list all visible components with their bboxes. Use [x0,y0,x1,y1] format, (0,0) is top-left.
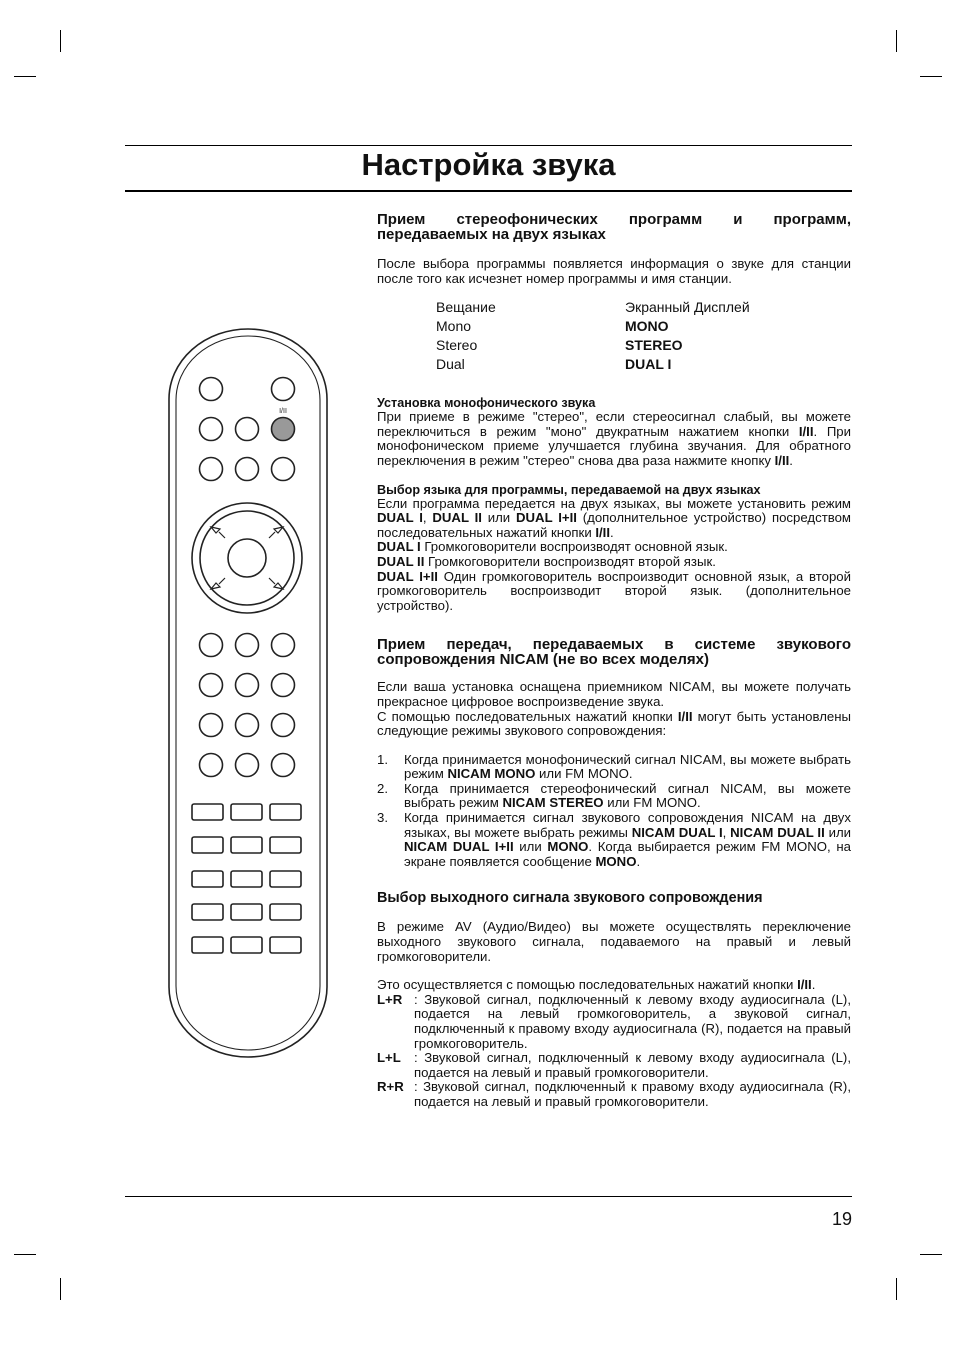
section-heading: Прием стереофонических программ и программ, передаваемых на двух языках [377,211,851,243]
remote-nav-pad-ring [200,511,294,605]
title-rule-top [125,145,852,146]
nicam-mode-list [377,753,851,870]
list-item: 1. Когда принимается монофонический сигнал NICAM, вы можете выбрать режим NICAM MONO или FM MONO. [377,751,851,782]
footer-rule [125,1196,852,1197]
remote-body-inner [176,336,320,1050]
paragraph: В режиме AV (Аудио/Видео) вы можете осуществлять переключение выходного звукового сигнала, подаваемого на правый и левый громкоговорители. [377,919,851,964]
crop-mark [920,1254,942,1255]
table-row [436,336,851,355]
crop-mark [14,1254,36,1255]
remote-button [272,714,295,737]
crop-mark [60,30,61,52]
remote-nav-arrow [211,578,225,589]
table-cell: Stereo [436,337,478,354]
remote-button [200,674,223,697]
remote-nav-pad-outer [192,503,302,613]
table-header-broadcast: Вещание [436,299,496,316]
remote-nav-arrow [211,527,225,538]
list-item: L+L : Звуковой сигнал, подключенный к левому входу аудиосигнала (L), подается на левый и правый громкоговорители. [377,1050,851,1080]
remote-button [270,837,301,853]
table-row [436,355,851,374]
paragraph: DUAL II Громкоговорители воспроизводят второй язык. [377,553,716,569]
list-item: 3. Когда принимается сигнал звукового сопровождения NICAM на двух языках, вы можете выбрать режимы NICAM DUAL I, NICAM DUAL II или NICAM DUAL I+II или MONO. Когда выбирается режим FM MONO, на экране появляется сообщение MONO. [377,810,852,869]
remote-button [192,937,223,953]
remote-button [200,418,223,441]
section-heading: Прием передач, передаваемых в системе звукового сопровождения NICAM (не во всех моделях) [377,636,851,669]
table-cell: STEREO [625,337,683,354]
remote-button [200,714,223,737]
remote-button [192,871,223,887]
crop-mark [896,30,897,52]
crop-mark [896,1278,897,1300]
page-number: 19 [831,1209,852,1229]
remote-button-i-ii [272,418,295,441]
paragraph: С помощью последовательных нажатий кнопки I/II могут быть установлены следующие режимы звукового сопровождения: [377,708,851,739]
remote-button [236,458,259,481]
main-content [377,212,851,1110]
remote-button [270,871,301,887]
paragraph: DUAL I+II Один громкоговоритель воспроизводит основной язык, а второй громкоговоритель воспроизводит второй язык. (дополнительное устройство). [377,568,852,613]
remote-button [236,418,259,441]
table-cell: Dual [436,356,465,373]
paragraph: DUAL I Громкоговорители воспроизводят основной язык. [377,539,728,555]
remote-button-label: I/II [279,408,287,415]
remote-button [236,674,259,697]
subsection-heading: Выбор языка для программы, передаваемой на двух языках [377,482,761,497]
remote-button [236,634,259,657]
subsection-heading: Установка монофонического звука [377,396,596,411]
remote-button [231,904,262,920]
remote-button [200,634,223,657]
remote-control-illustration [168,328,328,1058]
remote-button [231,804,262,820]
crop-mark [14,76,36,77]
paragraph: При приеме в режиме "стерео", если стереосигнал слабый, вы можете переключиться в режим "моно" двукратным нажатием кнопки I/II. При монофоническом приеме улучшается глубина звучания. Для обратного переключения в режим "стерео" снова два раза нажмите кнопку I/II. [377,409,851,468]
remote-button [272,674,295,697]
remote-nav-arrow [269,578,283,589]
paragraph: После выбора программы появляется информация о звуке для станции после того как исчезнет номер программы и имя станции. [377,256,851,286]
list-item: R+R : Звуковой сигнал, подключенный к правому входу аудиосигнала (R), подается на левый и правый громкоговорители. [377,1079,851,1109]
remote-button [270,804,301,820]
remote-button [231,937,262,953]
remote-button [192,904,223,920]
remote-button [200,378,223,401]
remote-button [200,754,223,777]
list-item: L+R : Звуковой сигнал, подключенный к левому входу аудиосигнала (L), подается на левый громкоговоритель, а звуковой сигнал, подключенный к правому входу аудиосигнала (R), подается на правый громкоговоритель. [377,991,851,1051]
table-header-display: Экранный Дисплей [625,299,750,316]
paragraph: Это осуществляется с помощью последовательных нажатий кнопки I/II. [377,977,816,993]
remote-button [272,458,295,481]
remote-button [236,754,259,777]
remote-button [192,804,223,820]
remote-button [231,837,262,853]
title-rule-bottom [125,190,852,192]
remote-nav-arrow [269,527,283,538]
sound-display-table [436,298,851,374]
crop-mark [920,76,942,77]
remote-ok-button [228,539,266,577]
crop-mark [60,1278,61,1300]
remote-button [272,754,295,777]
remote-button [272,378,295,401]
table-cell: DUAL I [625,356,672,373]
remote-button [231,871,262,887]
remote-button [192,837,223,853]
paragraph: Если программа передается на двух языках, вы можете установить режим DUAL I, DUAL II или DUAL I+II (дополнительное устройство) посредством последовательных нажатий кнопки I/II. [377,495,851,540]
remote-button [200,458,223,481]
remote-button [236,714,259,737]
table-cell: Mono [436,318,472,335]
remote-button [270,904,301,920]
page-title: Настройка звука [361,147,616,182]
list-item: 2. Когда принимается стереофонический сигнал NICAM, вы можете выбрать режим NICAM STEREO или FM MONO. [377,780,851,811]
remote-button [272,634,295,657]
table-row [436,317,851,336]
remote-button [270,937,301,953]
paragraph: Если ваша установка оснащена приемником NICAM, вы можете получать прекрасное цифровое воспроизведение звука. [377,679,851,709]
section-heading: Выбор выходного сигнала звукового сопровождения [377,890,763,907]
output-mode-list [377,993,851,1110]
table-header-row [436,298,851,317]
table-cell: MONO [625,318,669,335]
